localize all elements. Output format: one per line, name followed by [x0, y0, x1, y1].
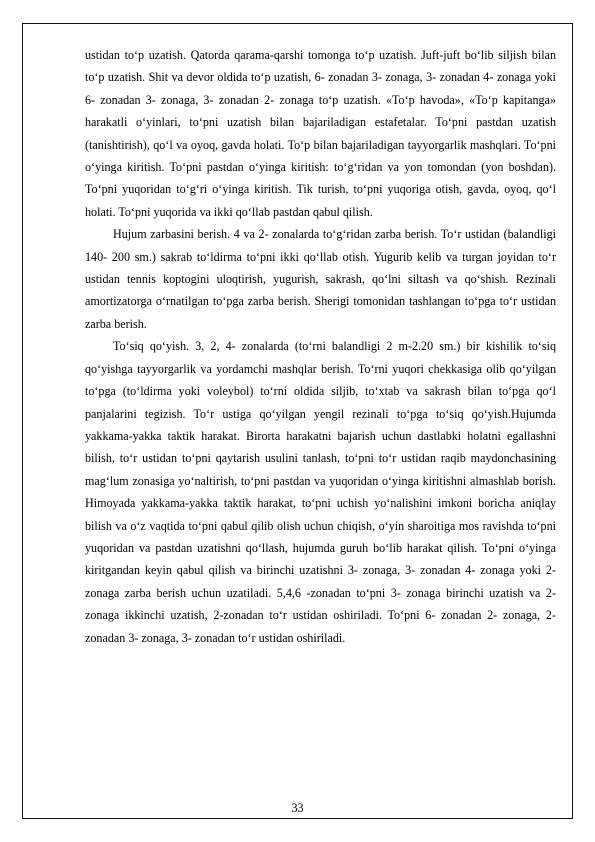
- paragraph-text: 4 va 2- zonalarda to‘g‘ridan zarba berish. To‘r ustidan (balandligi 140- 200 sm.) sakrab to‘ldirma to‘pni ikki qo‘llab otish. Yugurib kelib va turgan joyidan to‘r ustidan tennis koptogini uloqtirish, yugurish, sakrash, qo‘lni siltash va qo‘shish. Rezinali amortizatorga o‘rnatilgan to‘pga zarba berish. Sherigi tomonidan tashlangan to‘pga to‘r ustidan zarba berish.: [85, 227, 556, 331]
- page-number: 33: [291, 801, 304, 815]
- paragraph-text: ustidan to‘p uzatish. Qatorda qarama-qarshi tomonga to‘p uzatish. Juft-juft bo‘lib siljish bilan to‘p uzatish. Shit va devor oldida to‘p uzatish, 6- zonadan 3- zonaga, 3- zonadan 4- zonaga yoki 6- zonadan 3- zonaga, 3- zonadan 2- zonaga to‘p uzatish. «To‘p havoda», «To‘p kapitanga» harakatli o‘yinlari, to‘pni uzatish bilan bajariladigan estafetalar. To‘pni pastdan uzatish (tanishtirish), qo‘l va oyoq, gavda holati. To‘p bilan bajariladigan tayyorgarlik mashqlari. To‘pni o‘yinga kiritish. To‘pni pastdan o‘yinga kiritish: to‘g‘ridan va yon tomondan (yon boshdan). To‘pni yuqoridan to‘g‘ri o‘yinga kiritish. Tik turish, to‘pni yuqoriga otish, gavda, oyoq, qo‘l holati. To‘pni yuqorida va ikki qo‘llab pastdan qabul qilish.: [85, 48, 556, 219]
- page-content: [85, 44, 556, 649]
- paragraph-hujum-zarbasi: [85, 223, 556, 335]
- paragraph-lead: To‘siq qo‘yish.: [113, 339, 190, 354]
- paragraph-text: 3, 2, 4- zonalarda (to‘rni balandligi 2 m-2.20 sm.) bir kishilik to‘siq qo‘yishga tayyorgarlik va yordamchi mashqlar berish. To‘rni yuqori chekkasiga olib qo‘yilgan to‘pga (to‘ldirma yoki voleybol) to‘rni oldida siljib, to‘xtab va sakrash bilan to‘pga qo‘l panjalarini tegizish. To‘r ustiga qo‘yilgan yengil rezinali to‘pga to‘siq qo‘yish.Hujumda yakkama-yakka taktik harakat. Birorta harakatni bajarish uchun dastlabki holatni egallashni bilish, to‘r ustidan to‘pni qaytarish usulini tanlash, to‘pni to‘r ustidan raqib maydonchasining mag‘lum zonasiga yo‘naltirish, to‘pni pastdan va yuqoridan o‘yinga kiritishni almashlab borish. Himoyada yakkama-yakka taktik harakat, to‘pni uchish yo‘nalishini imkoni boricha aniqlay bilish va o‘z vaqtida to‘pni qabul qilib olish uchun chiqish, o‘yin sharoitiga mos ravishda to‘pni yuqoridan va pastdan uzatishni qo‘llash, hujumda guruh bo‘lib harakat qilish. To‘pni o‘yinga kiritgandan keyin qabul qilish va birinchi uzatishni 3- zonaga, 3- zonadan 4- zonaga yoki 2- zonaga zarba berish uchun uzatiladi. 5,4,6 -zonadan to‘pni 3- zonaga birinchi uzatish va 2- zonaga ikkinchi uzatish, 2-zonadan to‘r ustidan oshiriladi. To‘pni 6- zonadan 2- zonaga, 2- zonadan 3- zonaga, 3- zonadan to‘r ustidan oshiriladi.: [85, 339, 556, 645]
- paragraph-tosiq-qoyish: [85, 335, 556, 649]
- paragraph-continuation: [85, 44, 556, 223]
- paragraph-lead: Hujum zarbasini berish.: [113, 227, 231, 242]
